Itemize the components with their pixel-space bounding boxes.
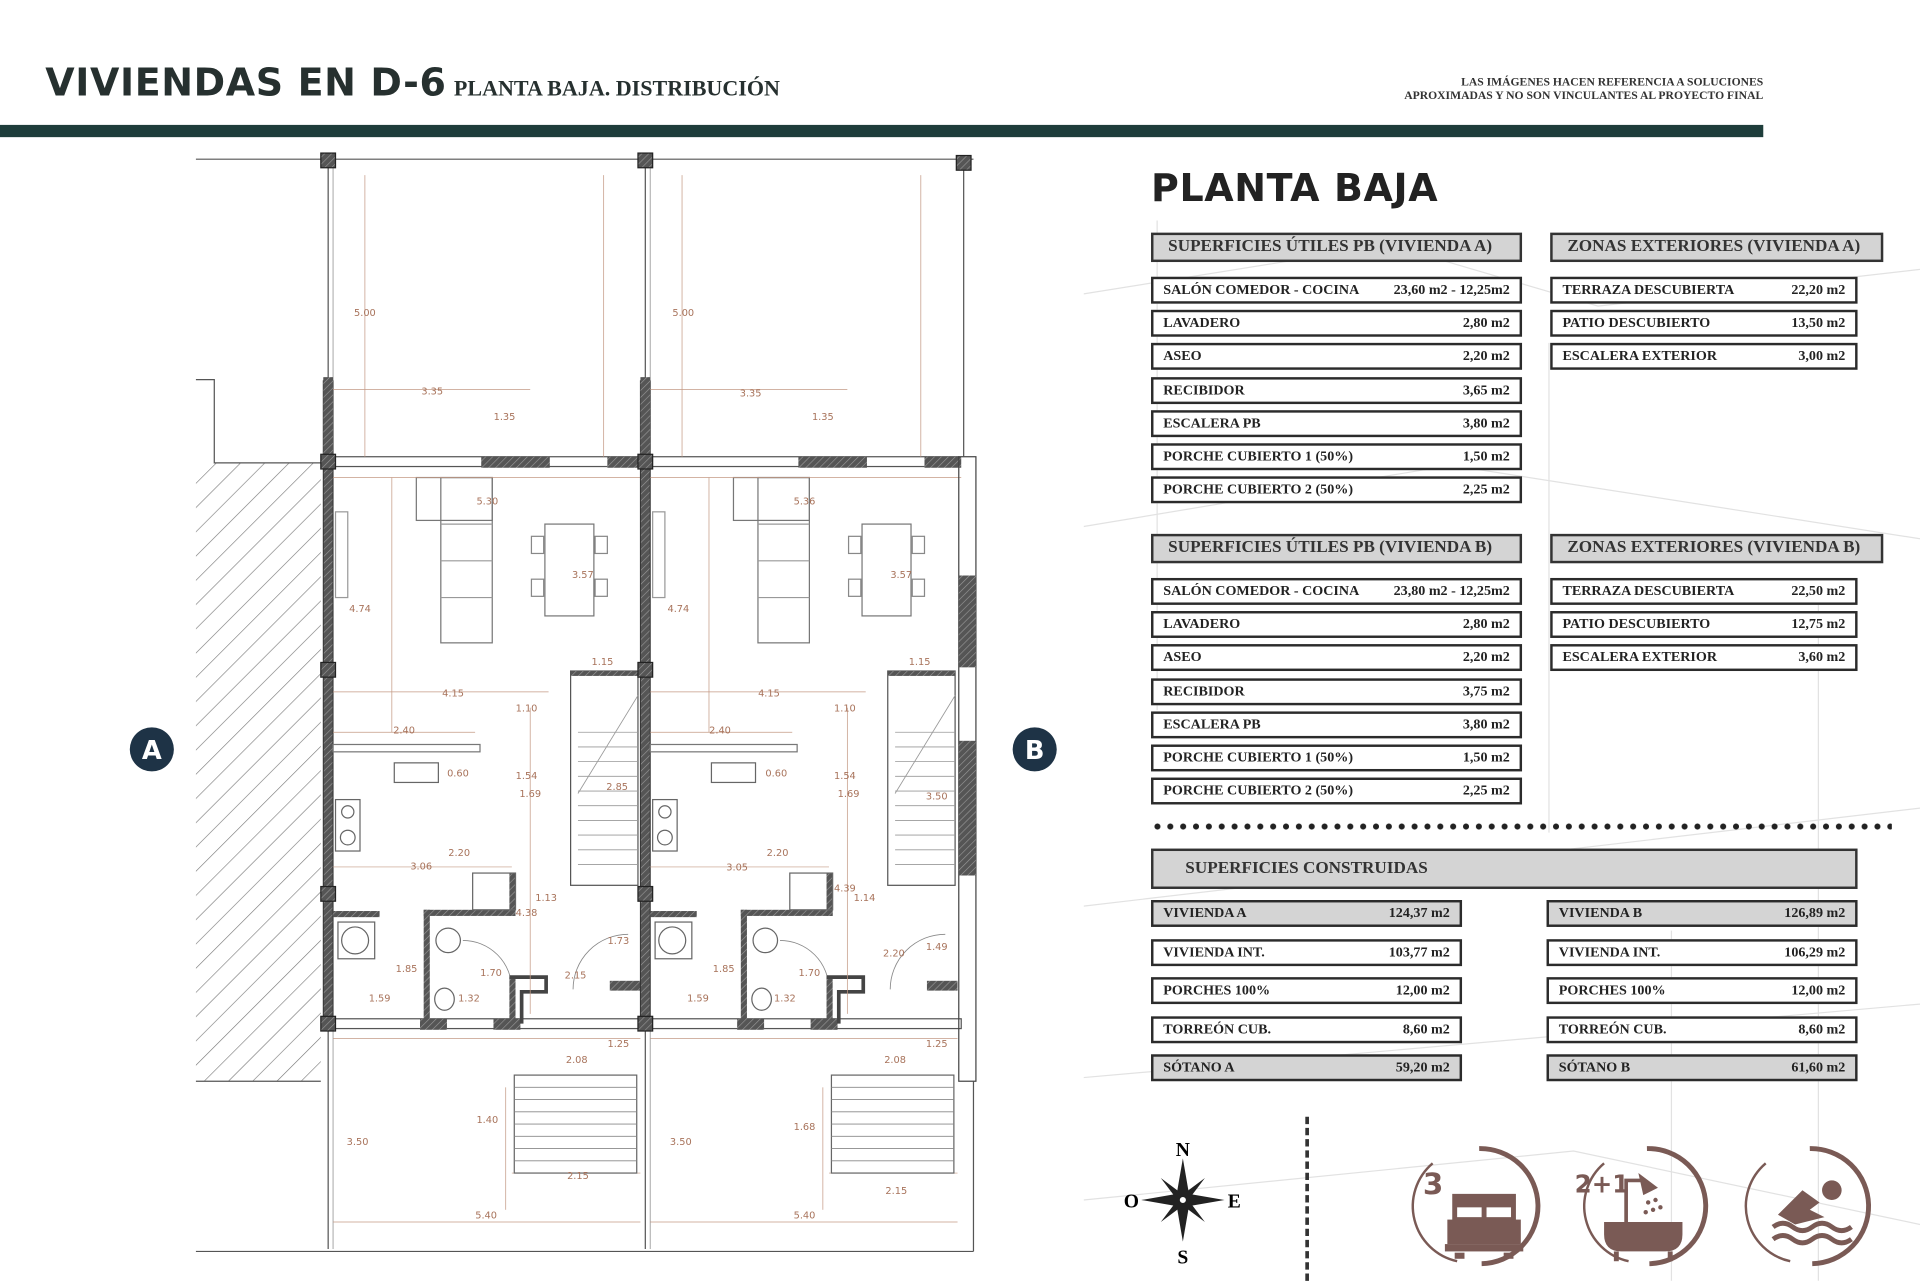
dimension-label: 0.60 bbox=[447, 768, 469, 780]
dimension-label: 4.15 bbox=[758, 688, 780, 700]
row-label: SALÓN COMEDOR - COCINA bbox=[1163, 584, 1360, 599]
row-label: TORREÓN CUB. bbox=[1163, 1021, 1271, 1037]
row-label: LAVADERO bbox=[1163, 316, 1241, 331]
dimension-label: 4.74 bbox=[349, 604, 371, 616]
row-label: PORCHE CUBIERTO 1 (50%) bbox=[1163, 449, 1354, 465]
dotted-divider bbox=[1151, 823, 1892, 830]
construidas-b-row bbox=[1547, 939, 1858, 966]
dimension-label: 1.73 bbox=[607, 936, 630, 948]
row-value: 3,75 m2 bbox=[1462, 683, 1510, 699]
disclaimer-line: APROXIMADAS Y NO SON VINCULANTES AL PROYECTO FINAL bbox=[1404, 90, 1764, 103]
row-value: 59,20 m2 bbox=[1395, 1060, 1450, 1076]
row-value: 1,50 m2 bbox=[1462, 449, 1510, 465]
row-label: LAVADERO bbox=[1163, 617, 1241, 633]
row-label: PORCHE CUBIERTO 1 (50%) bbox=[1163, 750, 1354, 766]
dimension-label: 1.35 bbox=[493, 412, 516, 424]
row-value: 12,75 m2 bbox=[1791, 617, 1846, 633]
utiles-a-row bbox=[1151, 377, 1522, 404]
dimension-label: 2.08 bbox=[884, 1054, 906, 1066]
dimension-label: 3.57 bbox=[571, 569, 594, 581]
neighbor-boundary bbox=[196, 380, 321, 463]
compass-s: S bbox=[1177, 1247, 1189, 1269]
panel-heading: PLANTA BAJA bbox=[1151, 166, 1439, 211]
dimension-label: 1.54 bbox=[834, 770, 856, 782]
dimension-label: 1.15 bbox=[908, 656, 931, 668]
utiles-b-row bbox=[1151, 578, 1522, 605]
row-label: SÓTANO A bbox=[1163, 1060, 1235, 1076]
dimension-label: 1.25 bbox=[925, 1038, 948, 1050]
utiles-a-row bbox=[1151, 310, 1522, 337]
dimension-label: 2.08 bbox=[565, 1054, 588, 1066]
compass-e: E bbox=[1227, 1191, 1241, 1213]
construidas-a-row bbox=[1151, 1054, 1462, 1081]
row-label: ESCALERA EXTERIOR bbox=[1562, 349, 1718, 365]
row-value: 2,80 m2 bbox=[1462, 617, 1510, 633]
dimension-label: 1.13 bbox=[535, 893, 558, 905]
feature-icons bbox=[1396, 1139, 1874, 1276]
dimension-label: 0.60 bbox=[765, 768, 788, 780]
row-label: ASEO bbox=[1163, 349, 1202, 365]
row-value: 3,80 m2 bbox=[1462, 416, 1510, 431]
exteriores-a-row bbox=[1550, 343, 1857, 370]
row-label: ESCALERA EXTERIOR bbox=[1562, 650, 1718, 666]
construidas-header: SUPERFICIES CONSTRUIDAS bbox=[1151, 849, 1858, 889]
unit-b-marker-label: B bbox=[1024, 736, 1045, 767]
row-value: 3,00 m2 bbox=[1798, 349, 1846, 365]
construidas-b-row bbox=[1547, 1016, 1858, 1043]
dimension-label: 1.68 bbox=[793, 1122, 816, 1134]
row-value: 3,65 m2 bbox=[1462, 382, 1510, 398]
row-value: 22,20 m2 bbox=[1791, 282, 1846, 298]
dimension-label: 5.00 bbox=[672, 307, 695, 319]
row-label: SALÓN COMEDOR - COCINA bbox=[1163, 282, 1360, 298]
dimension-label: 1.32 bbox=[458, 993, 480, 1005]
dimension-label: 1.10 bbox=[515, 703, 538, 715]
dimension-label: 1.15 bbox=[591, 656, 614, 668]
construidas-a-row bbox=[1151, 1016, 1462, 1043]
exteriores-a-header: ZONAS EXTERIORES (VIVIENDA A) bbox=[1550, 233, 1883, 262]
dimension-label: 3.35 bbox=[421, 386, 444, 398]
utiles-a-row bbox=[1151, 410, 1522, 437]
utiles-a-row bbox=[1151, 277, 1522, 304]
dimension-label: 5.40 bbox=[475, 1210, 498, 1222]
dimension-label: 3.35 bbox=[739, 388, 762, 400]
column bbox=[956, 156, 971, 171]
row-label: VIVIENDA A bbox=[1163, 906, 1247, 921]
dimension-label: 1.59 bbox=[687, 993, 709, 1005]
row-value: 2,20 m2 bbox=[1462, 650, 1510, 666]
row-value: 13,50 m2 bbox=[1791, 316, 1846, 331]
row-label: PORCHE CUBIERTO 2 (50%) bbox=[1163, 783, 1354, 799]
exteriores-a-row bbox=[1550, 277, 1857, 304]
dimension-label: 2.15 bbox=[564, 970, 587, 982]
construidas-a-row bbox=[1151, 977, 1462, 1004]
row-label: PORCHES 100% bbox=[1163, 983, 1271, 998]
dimension-label: 2.85 bbox=[606, 781, 629, 793]
row-value: 12,00 m2 bbox=[1395, 983, 1450, 998]
row-label: RECIBIDOR bbox=[1163, 683, 1245, 699]
exteriores-b-row bbox=[1550, 578, 1857, 605]
dimension-label: 3.50 bbox=[925, 791, 948, 803]
row-label: ESCALERA PB bbox=[1163, 416, 1261, 431]
row-label: PORCHE CUBIERTO 2 (50%) bbox=[1163, 482, 1354, 498]
utiles-b-row bbox=[1151, 611, 1522, 638]
dashed-divider bbox=[1305, 1117, 1309, 1281]
row-label: VIVIENDA B bbox=[1558, 906, 1643, 921]
dimension-label: 5.36 bbox=[793, 496, 816, 508]
compass-n: N bbox=[1175, 1139, 1190, 1161]
row-value: 3,60 m2 bbox=[1798, 650, 1846, 666]
row-value: 106,29 m2 bbox=[1784, 944, 1846, 960]
bedroom-count: 3 bbox=[1422, 1166, 1444, 1201]
row-value: 126,89 m2 bbox=[1784, 906, 1846, 921]
row-value: 2,80 m2 bbox=[1462, 316, 1510, 331]
exteriores-b-row bbox=[1550, 611, 1857, 638]
dimension-label: 1.85 bbox=[395, 964, 418, 976]
construidas-b-row bbox=[1547, 1054, 1858, 1081]
row-value: 12,00 m2 bbox=[1791, 983, 1846, 998]
dimension-label: 2.40 bbox=[709, 725, 731, 737]
dimension-label: 1.54 bbox=[515, 770, 538, 782]
exteriores-b-row bbox=[1550, 645, 1857, 672]
dimension-label: 2.20 bbox=[766, 847, 789, 859]
disclaimer bbox=[1404, 77, 1763, 104]
row-value: 22,50 m2 bbox=[1791, 584, 1846, 599]
row-label: PATIO DESCUBIERTO bbox=[1562, 316, 1711, 331]
dimension-label: 5.40 bbox=[793, 1210, 816, 1222]
construidas-a-row bbox=[1151, 900, 1462, 927]
utiles-a-row bbox=[1151, 477, 1522, 504]
dimension-label: 1.32 bbox=[774, 993, 796, 1005]
page-subtitle: PLANTA BAJA. DISTRIBUCIÓN bbox=[453, 75, 780, 101]
row-label: VIVIENDA INT. bbox=[1163, 944, 1265, 960]
row-label: PORCHES 100% bbox=[1558, 983, 1666, 998]
row-value: 124,37 m2 bbox=[1388, 906, 1450, 921]
dimension-label: 2.20 bbox=[448, 847, 471, 859]
construidas-b-row bbox=[1547, 900, 1858, 927]
row-value: 103,77 m2 bbox=[1388, 944, 1450, 960]
dimension-label: 4.15 bbox=[442, 688, 464, 700]
swimming-pool-icon bbox=[1773, 1180, 1851, 1242]
compass-rose bbox=[1119, 1131, 1246, 1268]
row-value: 2,20 m2 bbox=[1462, 349, 1510, 365]
hatched-area bbox=[196, 463, 321, 1081]
row-value: 61,60 m2 bbox=[1791, 1060, 1846, 1076]
row-label: TERRAZA DESCUBIERTA bbox=[1562, 282, 1735, 298]
construidas-b-row bbox=[1547, 977, 1858, 1004]
row-label: TORREÓN CUB. bbox=[1558, 1021, 1667, 1037]
row-label: SÓTANO B bbox=[1558, 1060, 1631, 1076]
dimension-label: 1.59 bbox=[368, 993, 391, 1005]
row-value: 1,50 m2 bbox=[1462, 750, 1510, 766]
utiles-a-header: SUPERFICIES ÚTILES PB (VIVIENDA A) bbox=[1151, 233, 1522, 262]
row-value: 23,80 m2 - 12,25m2 bbox=[1393, 584, 1510, 599]
utiles-b-row bbox=[1151, 744, 1522, 771]
dimension-label: 1.85 bbox=[712, 964, 735, 976]
utiles-a-row bbox=[1151, 443, 1522, 470]
utiles-b-row bbox=[1151, 645, 1522, 672]
row-value: 2,25 m2 bbox=[1462, 783, 1510, 799]
dimension-label: 3.06 bbox=[410, 861, 433, 873]
utiles-b-row bbox=[1151, 778, 1522, 805]
dimension-label: 2.20 bbox=[882, 948, 905, 960]
dimension-label: 1.49 bbox=[925, 942, 948, 954]
bathroom-count: 2+1 bbox=[1574, 1169, 1630, 1199]
row-value: 2,25 m2 bbox=[1462, 482, 1510, 498]
dimension-label: 1.35 bbox=[811, 412, 834, 424]
dimension-label: 3.50 bbox=[346, 1136, 369, 1148]
unit-a-marker-label: A bbox=[141, 736, 162, 767]
dimension-label: 3.05 bbox=[726, 862, 749, 874]
dimension-label: 2.15 bbox=[885, 1185, 908, 1197]
title-text: VIVIENDAS EN D-6 bbox=[45, 61, 447, 106]
exteriores-b-header: ZONAS EXTERIORES (VIVIENDA B) bbox=[1550, 534, 1883, 563]
dimension-label: 1.69 bbox=[837, 789, 860, 801]
dimension-label: 3.57 bbox=[890, 569, 913, 581]
dimension-label: 4.74 bbox=[667, 604, 690, 616]
compass-o: O bbox=[1123, 1191, 1140, 1213]
row-value: 8,60 m2 bbox=[1402, 1021, 1450, 1037]
row-label: ASEO bbox=[1163, 650, 1202, 666]
dimension-label: 4.39 bbox=[834, 883, 856, 895]
row-value: 3,80 m2 bbox=[1462, 717, 1510, 732]
dimension-label: 5.00 bbox=[354, 307, 376, 319]
dimension-label: 1.40 bbox=[476, 1114, 499, 1126]
construidas-a-row bbox=[1151, 939, 1462, 966]
utiles-b-row bbox=[1151, 678, 1522, 705]
dimension-label: 4.38 bbox=[515, 907, 538, 919]
row-label: VIVIENDA INT. bbox=[1558, 944, 1661, 960]
dimension-label: 1.14 bbox=[853, 893, 876, 905]
dimension-label: 1.70 bbox=[480, 967, 502, 979]
dimension-label: 3.50 bbox=[669, 1136, 692, 1148]
disclaimer-line: LAS IMÁGENES HACEN REFERENCIA A SOLUCIONES bbox=[1461, 77, 1764, 90]
utiles-b-row bbox=[1151, 711, 1522, 738]
dimension-label: 1.69 bbox=[519, 789, 542, 801]
dimension-label: 1.10 bbox=[834, 703, 856, 715]
row-label: RECIBIDOR bbox=[1163, 382, 1245, 398]
dimension-label: 1.70 bbox=[798, 967, 821, 979]
dimension-label: 5.30 bbox=[476, 496, 499, 508]
exteriores-a-row bbox=[1550, 310, 1857, 337]
row-value: 23,60 m2 - 12,25m2 bbox=[1393, 282, 1510, 298]
utiles-b-header: SUPERFICIES ÚTILES PB (VIVIENDA B) bbox=[1151, 534, 1522, 563]
utiles-a-row bbox=[1151, 343, 1522, 370]
row-label: ESCALERA PB bbox=[1163, 717, 1261, 732]
compass-star-icon bbox=[1141, 1158, 1224, 1241]
dimension-label: 2.40 bbox=[393, 725, 415, 737]
row-label: TERRAZA DESCUBIERTA bbox=[1562, 584, 1735, 599]
dimension-label: 2.15 bbox=[567, 1171, 589, 1183]
row-label: PATIO DESCUBIERTO bbox=[1562, 617, 1711, 633]
dimension-label: 1.25 bbox=[607, 1038, 630, 1050]
bed-icon bbox=[1445, 1194, 1523, 1259]
row-value: 8,60 m2 bbox=[1798, 1021, 1846, 1037]
